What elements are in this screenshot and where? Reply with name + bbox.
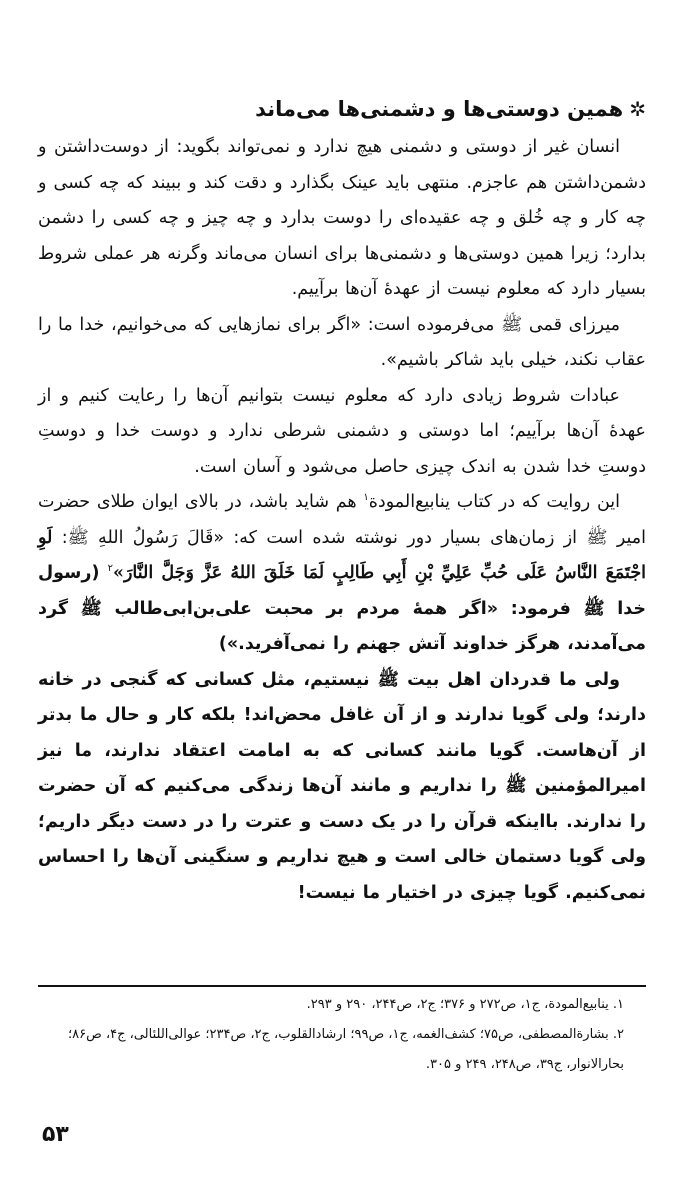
- heading-star-icon: ✲: [629, 97, 646, 121]
- footnote-ref-1: ۱: [363, 492, 369, 504]
- footnote-divider: [38, 985, 646, 987]
- footnote-1: ۱. ینابیع‌المودة، ج۱، ص۲۷۲ و ۳۷۶؛ ج۲، ص۲۴۴، ۲۹۰ و ۲۹۳.: [306, 997, 624, 1012]
- paragraph-4-hadith: این روایت که در کتاب ینابیع‌المودة$^۱$ هم شاید باشد، در بالای ایوان طلای حضرت امیر ﷺ از زمان‌های بسیار دور نوشته شده است که: «قَالَ رَسُولُ اللهِ ﷺ: لَوِ اجْتَمَعَ النَّاسُ عَلَى حُبِّ عَلِيِّ بْنِ أَبِي طَالِبٍ لَمَا خَلَقَ اللهُ عَزَّ وَجَلَّ النَّارَ»$^۲$ (رسول خدا ﷺ فرمود: «اگر همهٔ مردم بر محبت علی‌بن‌ابی‌طالب ﷺ گرد می‌آمدند، هرگز خداوند آتش جهنم را نمی‌آفرید.»): [38, 492, 646, 654]
- footnotes: [38, 990, 646, 1080]
- section-heading: [38, 92, 646, 126]
- footnote-2: ۲. بشارة‌المصطفی، ص۷۵؛ کشف‌الغمه، ج۱، ص۹۹؛ ارشادالقلوب، ج۲، ص۲۳۴؛ عوالی‌اللئالی، ج۴، ص۸۶؛ بحارالانوار، ج۳۹، ص۲۴۸، ۲۴۹ و ۳۰۵.: [67, 1027, 624, 1072]
- paragraph-5: ولی ما قدردان اهل بیت ﷺ نیستیم، مثل کسانی که گنجی در خانه دارند؛ ولی گویا ندارند و از آن غافل محض‌اند! بلکه کار و حال ما بدتر از آن‌هاست. گویا مانند کسانی که به امامت اعتقاد ندارند، ما نیز امیرالمؤمنین ﷺ را نداریم و مانند آن‌ها زندگی می‌کنیم که آن حضرت را ندارند. بااینکه قرآن را در یک دست و عترت را در دست دیگر داریم؛ ولی گویا دستمان خالی است و هیچ نداریم و سنگینی آن‌ها را احساس نمی‌کنیم. گویا چیزی در اختیار ما نیست!: [38, 669, 646, 903]
- paragraph-1: انسان غیر از دوستی و دشمنی هیچ ندارد و نمی‌تواند بگوید: از دوست‌داشتن و دشمن‌داشتن هم عاجزم. منتهی باید عینک بگذارد و دقت کند و ببیند که چه کسی و چه کار و چه خُلق و چه عقیده‌ای را دوست بدارد و چه چیز و چه کسی را دشمن بدارد؛ زیرا همین دوستی‌ها و دشمنی‌ها برای انسان می‌ماند وگرنه هر عملی شروط بسیار دارد که معلوم نیست از عهدهٔ آن‌ها برآییم.: [38, 137, 646, 299]
- page-number: ۵۳: [42, 1122, 69, 1147]
- hadith-translation: (رسول خدا ﷺ فرمود: «اگر همهٔ مردم بر محبت علی‌بن‌ابی‌طالب ﷺ گرد می‌آمدند، هرگز خداوند آتش جهنم را نمی‌آفرید.»): [38, 563, 646, 654]
- hadith-arabic-text: لَوِ اجْتَمَعَ النَّاسُ عَلَى حُبِّ عَلِيِّ بْنِ أَبِي طَالِبٍ لَمَا خَلَقَ اللهُ عَزَّ وَجَلَّ النَّارَ: [38, 527, 646, 583]
- hadith-intro-after: هم شاید باشد، در بالای ایوان طلای حضرت امیر ﷺ از زمان‌های بسیار دور نوشته شده است که: «قَالَ رَسُولُ اللهِ ﷺ:: [38, 492, 646, 548]
- footnote-ref-2: ۲: [107, 563, 113, 575]
- hadith-intro-before: این روایت که در کتاب ینابیع‌المودة: [368, 492, 620, 512]
- heading-title: همین دوستی‌ها و دشمنی‌ها می‌ماند: [255, 97, 624, 121]
- page-body: [38, 92, 646, 911]
- paragraph-2: میرزای قمی ﷺ می‌فرموده است: «اگر برای نمازهایی که می‌خوانیم، خدا ما را عقاب نکند، خیلی باید شاکر باشیم».: [38, 314, 646, 370]
- paragraph-3: عبادات شروط زیادی دارد که معلوم نیست بتوانیم آن‌ها را رعایت کنیم و از عهدهٔ آن‌ها برآییم؛ اما دوستی و دشمنی شرطی ندارد و دوست خدا و دوستِ دوستِ خدا شدن به اندک چیزی حاصل می‌شود و آسان است.: [38, 385, 646, 477]
